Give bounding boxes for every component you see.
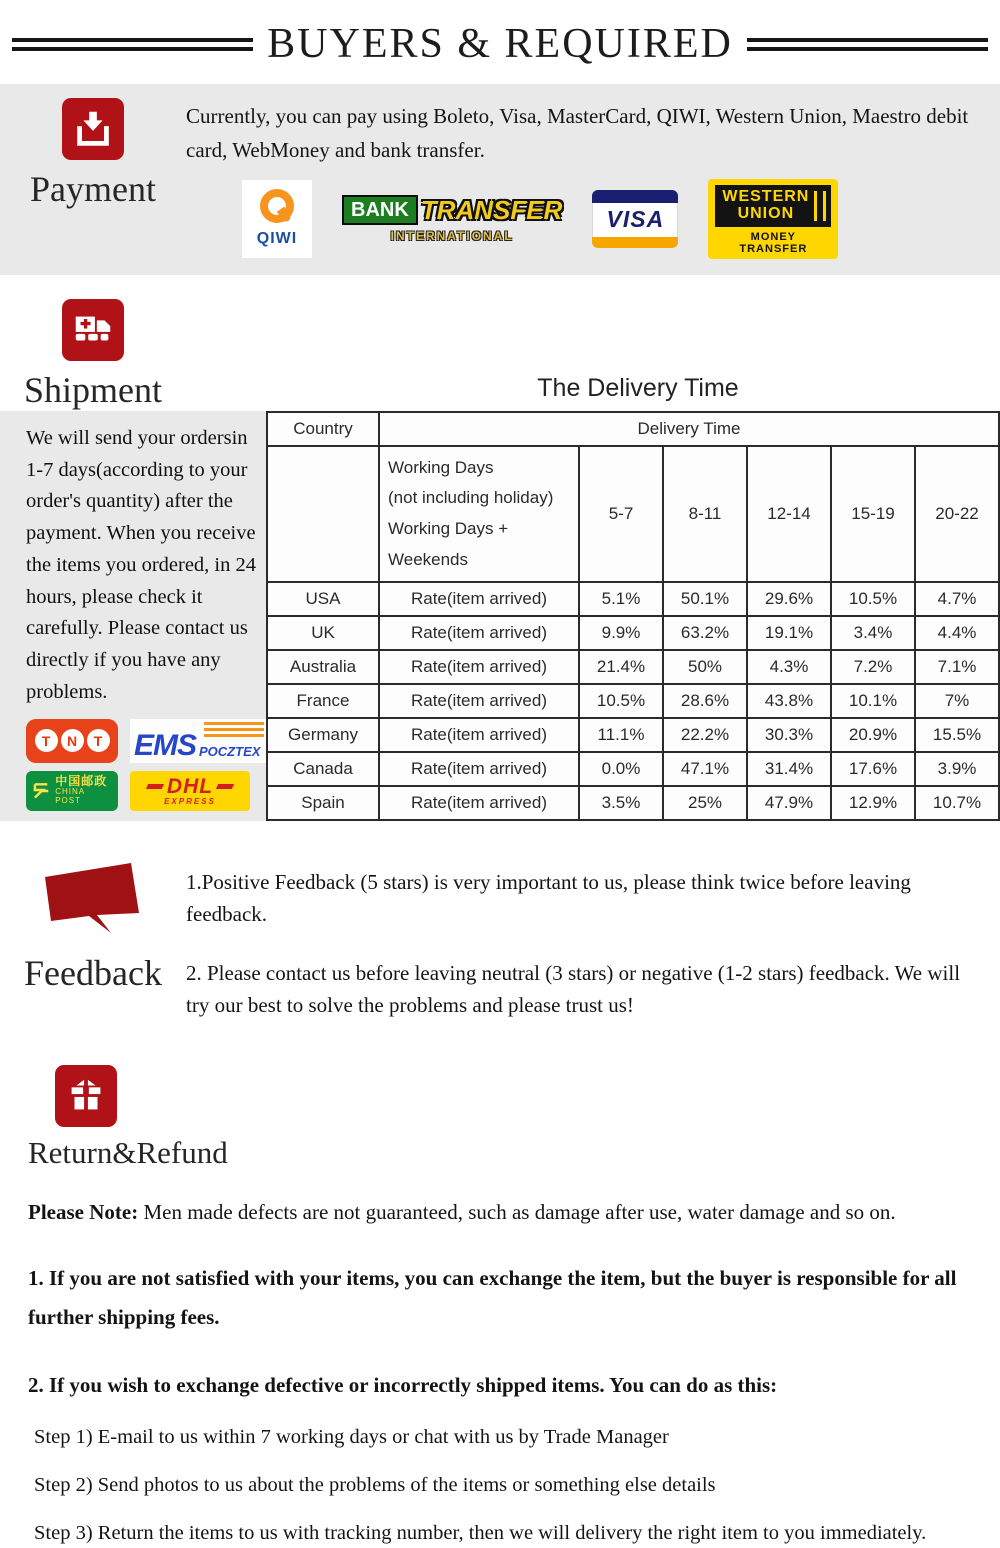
shipment-note-panel [0,411,266,821]
tnt-logo: T N T [26,719,118,763]
dhl-wordmark: DHL [166,774,214,798]
header-rule-left [12,38,253,51]
shipment-section-body [0,411,1000,821]
country-cell: Canada [267,752,379,786]
table-row-spain [267,786,999,820]
gift-icon [63,1073,109,1119]
feedback-point-2: 2. Please contact us before leaving neutral (3 stars) or negative (1-2 stars) feedback. We will try our best to solve the problems and please trust us! [186,961,961,1017]
country-cell: Australia [267,650,379,684]
return-refund-section [0,1065,1000,1171]
payment-logos [242,179,970,259]
rate-label-cell: Rate(item arrived) [379,650,579,684]
china-post-cn-wordmark: 中国邮政 [55,774,108,789]
rate-cell: 10.5% [579,684,663,718]
rate-cell: 0.0% [579,752,663,786]
rate-label-cell: Rate(item arrived) [379,786,579,820]
rate-label-cell: Rate(item arrived) [379,718,579,752]
page-title: BUYERS & REQUIRED [267,21,733,67]
ems-wordmark: EMS [134,728,197,762]
dhl-logo [130,771,250,811]
rate-cell: 47.1% [663,752,747,786]
delivery-time-table [266,411,1000,821]
rate-cell: 10.7% [915,786,999,820]
return-step-3: Step 3) Return the items to us with tracking number, then we will delivery the right item to you immediately. [34,1521,927,1544]
rate-cell: 20.9% [831,718,915,752]
dhl-dash-icon [146,784,164,789]
header-rule-right [747,38,988,51]
international-wordmark: INTERNATIONAL [390,229,514,244]
rate-cell: 21.4% [579,650,663,684]
country-cell: UK [267,616,379,650]
empty-cell [267,446,379,582]
qiwi-q-icon [260,189,294,223]
carrier-logos [26,719,262,811]
rate-cell: 15.5% [915,718,999,752]
country-cell: Germany [267,718,379,752]
money-transfer-wordmark: MONEY TRANSFER [739,230,808,255]
working-days-cell: Working Days (not including holiday) Working Days + Weekends [379,446,579,582]
country-cell: Spain [267,786,379,820]
rate-cell: 3.9% [915,752,999,786]
return-refund-label: Return&Refund [28,1135,228,1171]
feedback-section [0,855,1000,1021]
table-row-germany [267,718,999,752]
table-row-usa [267,582,999,616]
rate-cell: 7.1% [915,650,999,684]
return-point-1: 1. If you are not satisfied with your items, you can exchange the item, but the buyer is responsible for all further shipping fees. [28,1265,957,1329]
range-cell: 12-14 [747,446,831,582]
country-header-cell: Country [267,412,379,446]
payment-label: Payment [30,169,156,209]
page-header [0,0,1000,68]
rate-cell: 10.1% [831,684,915,718]
delivery-time-title: The Delivery Time [537,373,739,402]
rate-cell: 43.8% [747,684,831,718]
qiwi-wordmark: QIWI [256,230,298,248]
dhl-express-wordmark: EXPRESS [164,796,216,806]
china-post-en-wordmark: CHINA POST [55,787,85,806]
return-step-2: Step 2) Send photos to us about the problems of the items or something else details [34,1473,716,1496]
rate-cell: 25% [663,786,747,820]
bank-transfer-logo [342,195,562,242]
download-tray-icon [70,106,116,152]
rate-cell: 63.2% [663,616,747,650]
rate-cell: 50% [663,650,747,684]
rate-cell: 19.1% [747,616,831,650]
dhl-dash-icon [216,784,234,789]
table-row-uk [267,616,999,650]
payment-section-head [0,96,186,259]
table-row-canada [267,752,999,786]
rate-cell: 12.9% [831,786,915,820]
range-cell: 15-19 [831,446,915,582]
table-row-france [267,684,999,718]
rate-cell: 28.6% [663,684,747,718]
table-subheader-row [267,446,999,582]
rate-cell: 29.6% [747,582,831,616]
payment-section [0,84,1000,275]
rate-cell: 31.4% [747,752,831,786]
return-refund-icon [55,1065,117,1127]
visa-wordmark: VISA [606,206,665,233]
rate-cell: 47.9% [747,786,831,820]
china-post-logo [26,771,118,811]
union-wordmark: UNION [737,204,795,222]
rate-cell: 9.9% [579,616,663,650]
speech-bubble-icon [31,855,155,945]
rate-cell: 7% [915,684,999,718]
return-steps [34,1422,972,1548]
rate-label-cell: Rate(item arrived) [379,684,579,718]
rate-cell: 30.3% [747,718,831,752]
country-cell: USA [267,582,379,616]
bank-wordmark: BANK [342,195,418,225]
rate-cell: 4.4% [915,616,999,650]
visa-logo [592,190,678,248]
delivery-time-header-cell: Delivery Time [379,412,999,446]
rate-cell: 4.3% [747,650,831,684]
rate-cell: 3.4% [831,616,915,650]
please-note-bold: Please Note: [28,1200,139,1225]
rate-label-cell: Rate(item arrived) [379,582,579,616]
rate-cell: 3.5% [579,786,663,820]
pocztex-wordmark: POCZTEX [199,743,261,759]
range-cell: 5-7 [579,446,663,582]
please-note [28,1197,972,1229]
table-row-australia [267,650,999,684]
rate-cell: 22.2% [663,718,747,752]
range-cell: 8-11 [663,446,747,582]
shipment-label: Shipment [23,369,162,410]
western-wordmark: WESTERN [722,188,810,206]
shipment-icon [62,299,124,361]
rate-cell: 10.5% [831,582,915,616]
western-union-logo [708,179,838,259]
rate-cell: 7.2% [831,650,915,684]
transfer-wordmark: TRANSFER [420,195,563,226]
ems-pocztex-logo [130,719,266,763]
china-post-emblem-icon [33,781,50,801]
payment-icon [62,98,124,160]
rate-label-cell: Rate(item arrived) [379,616,579,650]
rate-cell: 50.1% [663,582,747,616]
shipment-section-head [0,297,1000,411]
rate-cell: 4.7% [915,582,999,616]
western-union-bars-icon [814,191,826,221]
return-step-1: Step 1) E-mail to us within 7 working days or chat with us by Trade Manager [34,1426,669,1449]
feedback-point-1: 1.Positive Feedback (5 stars) is very important to us, please think twice before leaving feedback. [186,870,911,926]
payment-description: Currently, you can pay using Boleto, Visa, MasterCard, QIWI, Western Union, Maestro debit card, WebMoney and bank transfer. [186,104,969,162]
table-header-row [267,412,999,446]
return-point-2: 2. If you wish to exchange defective or incorrectly shipped items. You can do as this: [28,1373,778,1398]
country-cell: France [267,684,379,718]
please-note-text: Men made defects are not guaranteed, such as damage after use, water damage and so on. [138,1200,896,1225]
shipment-note: We will send your ordersin 1-7 days(according to your order's quantity) after the payment. When you receive the items you ordered, in 24 hours, please check it carefully. Please contact us directly if you have any problems. [26,426,257,703]
feedback-icon [28,855,158,950]
qiwi-logo [242,180,312,258]
rate-cell: 17.6% [831,752,915,786]
rate-cell: 11.1% [579,718,663,752]
rate-cell: 5.1% [579,582,663,616]
range-cell: 20-22 [915,446,999,582]
rate-label-cell: Rate(item arrived) [379,752,579,786]
feedback-label: Feedback [24,953,162,994]
truck-icon [70,307,116,353]
